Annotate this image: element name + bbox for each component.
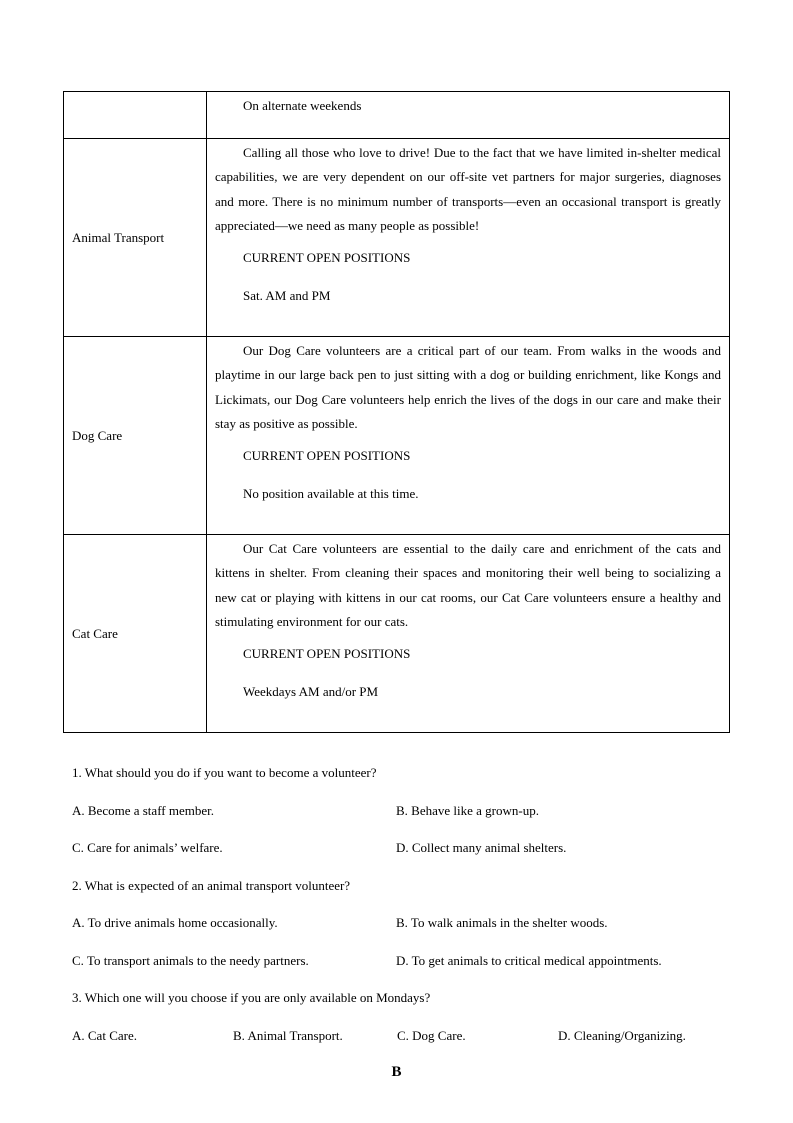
role-description: Our Dog Care volunteers are a critical part of our team. From walks in the woods and playtime in our large back pen to just sitting with a dog or building enrichment, like Kongs and Lickimats, our Dog Care volunteers help enrich the lives of the dogs in our care and make their stay as positive as possible. bbox=[215, 343, 721, 431]
option-a[interactable]: A. Become a staff member. bbox=[72, 802, 214, 818]
role-description-cell bbox=[207, 337, 730, 535]
role-name-cell: Cat Care bbox=[64, 535, 207, 733]
question-stem: 2. What is expected of an animal transport volunteer? bbox=[72, 877, 351, 893]
options-row bbox=[72, 1025, 732, 1063]
question-stem: 1. What should you do if you want to become a volunteer? bbox=[72, 765, 377, 780]
option-c[interactable]: C. Dog Care. bbox=[397, 1027, 466, 1043]
role-description: Calling all those who love to drive! Due to the fact that we have limited in-shelter medical capabilities, we are very dependent on our off-site vet partners for major surgeries, diagnoses and more. There is no minimum number of transports—even an occasional transport is greatly appreciated—we need as many people as possible! bbox=[215, 145, 721, 233]
options-row bbox=[72, 800, 732, 838]
role-name-cell: Dog Care bbox=[64, 337, 207, 535]
role-description-cell bbox=[207, 92, 730, 139]
role-name-cell bbox=[64, 92, 207, 139]
table-row bbox=[64, 139, 730, 337]
section-heading: B bbox=[391, 1064, 402, 1080]
option-a[interactable]: A. To drive animals home occasionally. bbox=[72, 915, 278, 930]
table-row bbox=[64, 535, 730, 733]
questions-section bbox=[72, 762, 732, 1062]
option-b[interactable]: B. Animal Transport. bbox=[233, 1027, 343, 1043]
table-row bbox=[64, 92, 730, 139]
table-row bbox=[64, 337, 730, 535]
option-b[interactable]: B. Behave like a grown-up. bbox=[396, 802, 539, 818]
open-positions-value: Weekdays AM and/or PM bbox=[243, 684, 379, 700]
option-d[interactable]: D. Collect many animal shelters. bbox=[396, 840, 567, 855]
open-positions-value: No position available at this time. bbox=[243, 486, 419, 502]
volunteer-roles-table bbox=[63, 91, 730, 733]
option-d[interactable]: D. To get animals to critical medical appointments. bbox=[396, 952, 662, 968]
role-description: Our Cat Care volunteers are essential to the daily care and enrichment of the cats and kittens in shelter. From cleaning their spaces and monitoring their well being to socializing a new cat or playing with kittens in our cat rooms, our Cat Care volunteers ensure a healthy and stimulating environment for our cats. bbox=[215, 541, 721, 629]
open-positions-value: Sat. AM and PM bbox=[243, 288, 331, 304]
option-b[interactable]: B. To walk animals in the shelter woods. bbox=[396, 915, 608, 930]
open-positions-label: CURRENT OPEN POSITIONS bbox=[243, 448, 411, 464]
question-stem: 3. Which one will you choose if you are only available on Mondays? bbox=[72, 990, 431, 1005]
option-a[interactable]: A. Cat Care. bbox=[72, 1027, 137, 1043]
open-positions-label: CURRENT OPEN POSITIONS bbox=[243, 646, 411, 662]
option-c[interactable]: C. To transport animals to the needy partners. bbox=[72, 952, 309, 968]
options-row bbox=[72, 837, 732, 875]
role-description-cell bbox=[207, 535, 730, 733]
options-row bbox=[72, 950, 732, 988]
role-name-cell: Animal Transport bbox=[64, 139, 207, 337]
open-positions-label: CURRENT OPEN POSITIONS bbox=[243, 250, 411, 266]
role-description-cell bbox=[207, 139, 730, 337]
option-c[interactable]: C. Care for animals’ welfare. bbox=[72, 840, 223, 855]
schedule-text: On alternate weekends bbox=[243, 98, 362, 113]
option-d[interactable]: D. Cleaning/Organizing. bbox=[558, 1027, 686, 1043]
options-row bbox=[72, 912, 732, 950]
